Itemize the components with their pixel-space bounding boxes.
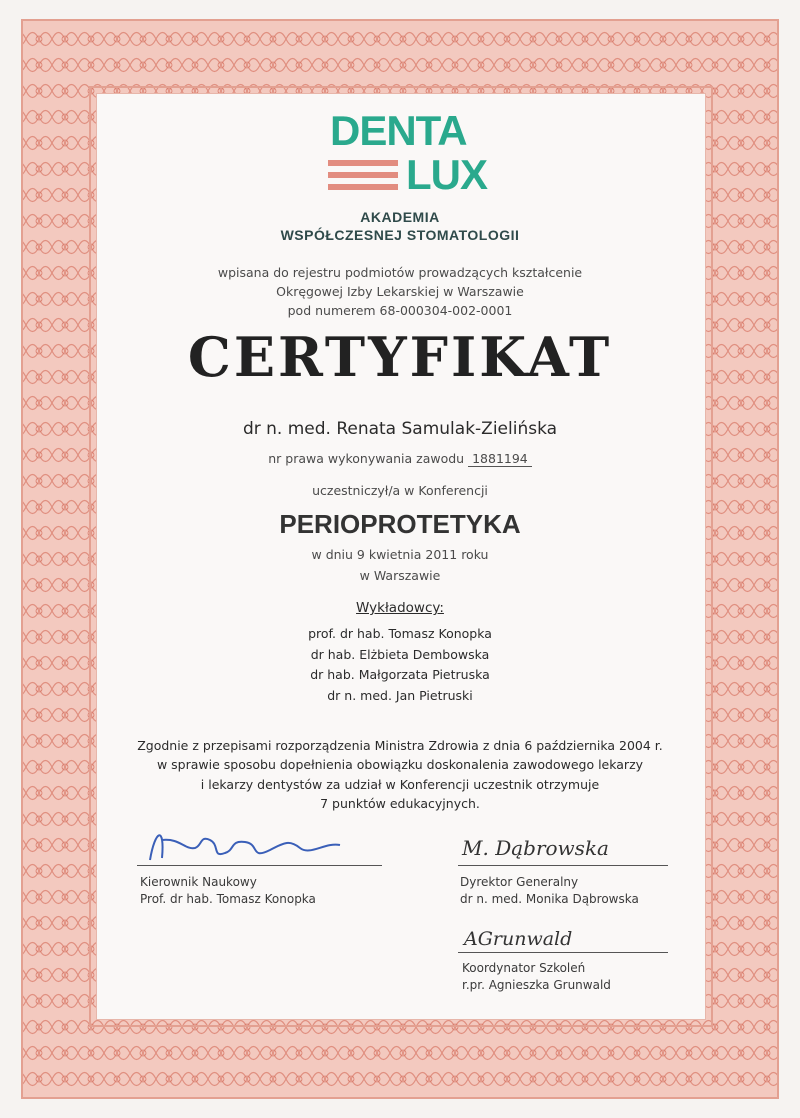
registry-line2: Okręgowej Izby Lekarskiej w Warszawie <box>276 283 524 299</box>
logo-stripe <box>328 160 398 166</box>
legal-notice <box>0 736 800 814</box>
signature-left-caption <box>140 874 316 909</box>
logo-stripe <box>328 184 398 190</box>
license-row <box>0 450 800 469</box>
signature-line-right <box>458 865 668 866</box>
registry-line3: pod numerem 68-000304-002-0001 <box>287 302 513 318</box>
registry-info <box>0 264 800 320</box>
signature-line-left <box>137 865 382 866</box>
registry-line1: wpisana do rejestru podmiotów prowadzących kształcenie <box>217 265 583 280</box>
signature-line-bottom <box>458 952 668 953</box>
signature-bottom-name: r.pr. Agnieszka Grunwald <box>462 978 611 993</box>
lecturers-heading: Wykładowcy: <box>356 600 444 616</box>
signature-right-name: dr n. med. Monika Dąbrowska <box>460 892 639 907</box>
logo-stripe <box>328 172 398 178</box>
legal-line: i lekarzy dentystów za udział w Konferencji uczestnik otrzymuje <box>200 776 600 792</box>
academy-line1: AKADEMIA <box>360 209 440 225</box>
license-label: nr prawa wykonywania zawodu <box>268 451 465 466</box>
conference-title: PERIOPROTETYKA <box>279 509 521 539</box>
academy-line2: WSPÓŁCZESNEJ STOMATOLOGII <box>280 227 520 244</box>
signature-left-role: Kierownik Naukowy <box>140 875 257 889</box>
signature-right-role: Dyrektor Generalny <box>460 875 579 889</box>
conference-date: w dniu 9 kwietnia 2011 roku <box>311 547 489 562</box>
lecturer-name: prof. dr hab. Tomasz Konopka <box>308 626 492 641</box>
lecturer-name: dr hab. Elżbieta Dembowska <box>310 646 490 662</box>
lecturer-name: dr hab. Małgorzata Pietruska <box>310 667 490 683</box>
signature-right-caption <box>460 874 639 909</box>
academy-name <box>0 208 800 244</box>
signature-bottom-role: Koordynator Szkoleń <box>462 961 586 975</box>
conference-place: w Warszawie <box>359 568 441 583</box>
participation-text: uczestniczył/a w Konferencji <box>312 483 488 498</box>
recipient-name: dr n. med. Renata Samulak-Zielińska <box>242 419 558 439</box>
legal-line: 7 punktów edukacyjnych. <box>320 796 480 812</box>
logo-text-lux: LUX <box>406 151 487 198</box>
signature-left-name: Prof. dr hab. Tomasz Konopka <box>140 892 316 907</box>
license-number: 1881194 <box>468 451 532 467</box>
signature-bottom-handwriting: AGrunwald <box>464 928 573 950</box>
dentalux-logo <box>320 107 520 200</box>
signature-right-handwriting: M. Dąbrowska <box>462 836 609 860</box>
lecturers-list <box>0 624 800 707</box>
legal-line: w sprawie sposobu dopełnienia obowiązku doskonalenia zawodowego lekarzy <box>156 757 644 773</box>
signature-bottom-caption <box>462 960 611 995</box>
signature-left-scribble <box>140 820 350 870</box>
logo-text-denta: DENTA <box>330 107 467 154</box>
certificate-title: CERTYFIKAT <box>187 325 613 389</box>
legal-line: Zgodnie z przepisami rozporządzenia Ministra Zdrowia z dnia 6 października 2004 r. <box>137 738 663 753</box>
lecturer-name: dr n. med. Jan Pietruski <box>327 687 473 703</box>
